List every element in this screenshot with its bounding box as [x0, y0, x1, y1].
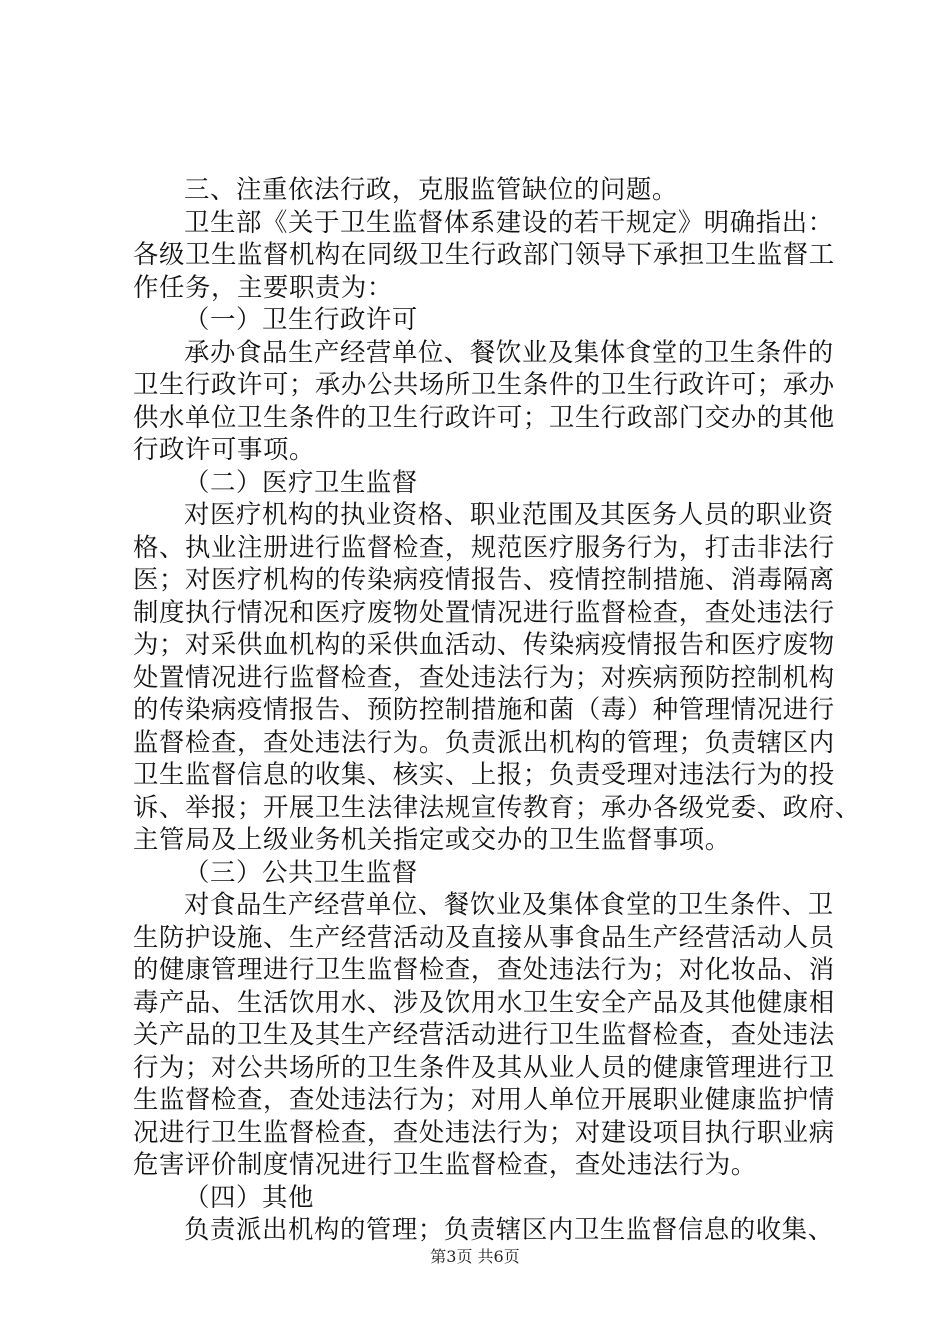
text-line: 对食品生产经营单位、餐饮业及集体食堂的卫生条件、卫	[184, 889, 834, 919]
text-line: 处置情况进行监督检查，查处违法行为；对疾病预防控制机构	[133, 661, 835, 692]
text-line: 卫生监督信息的收集、核实、上报；负责受理对违法行为的投	[133, 759, 835, 789]
text-line: （一）卫生行政许可	[184, 304, 418, 334]
text-line: 医；对医疗机构的传染病疫情报告、疫情控制措施、消毒隔离	[133, 564, 835, 594]
document-body	[133, 173, 861, 1246]
text-line: 卫生行政许可；承办公共场所卫生条件的卫生行政许可；承办	[133, 369, 835, 399]
text-line: （二）医疗卫生监督	[184, 466, 418, 497]
text-line: 况进行卫生监督检查，查处违法行为；对建设项目执行职业病	[133, 1116, 835, 1147]
text-line: 主管局及上级业务机关指定或交办的卫生监督事项。	[133, 824, 731, 854]
text-line: 各级卫生监督机构在同级卫生行政部门领导下承担卫生监督工	[133, 239, 835, 269]
text-line: 危害评价制度情况进行卫生监督检查，查处违法行为。	[133, 1149, 757, 1179]
text-line: 负责派出机构的管理；负责辖区内卫生监督信息的收集、	[184, 1214, 834, 1244]
text-line: （四）其他	[184, 1181, 314, 1212]
text-line: （三）公共卫生监督	[184, 856, 418, 887]
text-line: 格、执业注册进行监督检查，规范医疗服务行为，打击非法行	[133, 531, 835, 562]
text-line: 的传染病疫情报告、预防控制措施和菌（毒）种管理情况进行	[133, 694, 835, 724]
text-line: 的健康管理进行卫生监督检查，查处违法行为；对化妆品、消	[133, 954, 835, 984]
text-line: 监督检查，查处违法行为。负责派出机构的管理；负责辖区内	[133, 726, 835, 757]
text-line: 关产品的卫生及其生产经营活动进行卫生监督检查，查处违法	[133, 1019, 835, 1049]
text-line: 行为；对公共场所的卫生条件及其从业人员的健康管理进行卫	[133, 1051, 835, 1082]
text-line: 诉、举报；开展卫生法律法规宣传教育；承办各级党委、政府、	[133, 791, 861, 822]
text-line: 生防护设施、生产经营活动及直接从事食品生产经营活动人员	[133, 921, 835, 952]
text-line: 生监督检查，查处违法行为；对用人单位开展职业健康监护情	[133, 1084, 835, 1114]
text-line: 对医疗机构的执业资格、职业范围及其医务人员的职业资	[184, 499, 834, 529]
page-footer: 第3页 共6页	[430, 1247, 520, 1266]
text-line: 供水单位卫生条件的卫生行政许可；卫生行政部门交办的其他	[133, 401, 835, 432]
text-line: 为；对采供血机构的采供血活动、传染病疫情报告和医疗废物	[133, 629, 835, 659]
text-line: 毒产品、生活饮用水、涉及饮用水卫生安全产品及其他健康相	[133, 986, 835, 1017]
text-line: 卫生部《关于卫生监督体系建设的若干规定》明确指出：	[184, 206, 834, 237]
text-line: 制度执行情况和医疗废物处置情况进行监督检查，查处违法行	[133, 596, 835, 627]
text-line: 作任务，主要职责为：	[133, 271, 393, 302]
text-line: 三、注重依法行政，克服监管缺位的问题。	[184, 174, 678, 204]
text-line: 行政许可事项。	[133, 434, 315, 464]
text-line: 承办食品生产经营单位、餐饮业及集体食堂的卫生条件的	[184, 336, 834, 367]
